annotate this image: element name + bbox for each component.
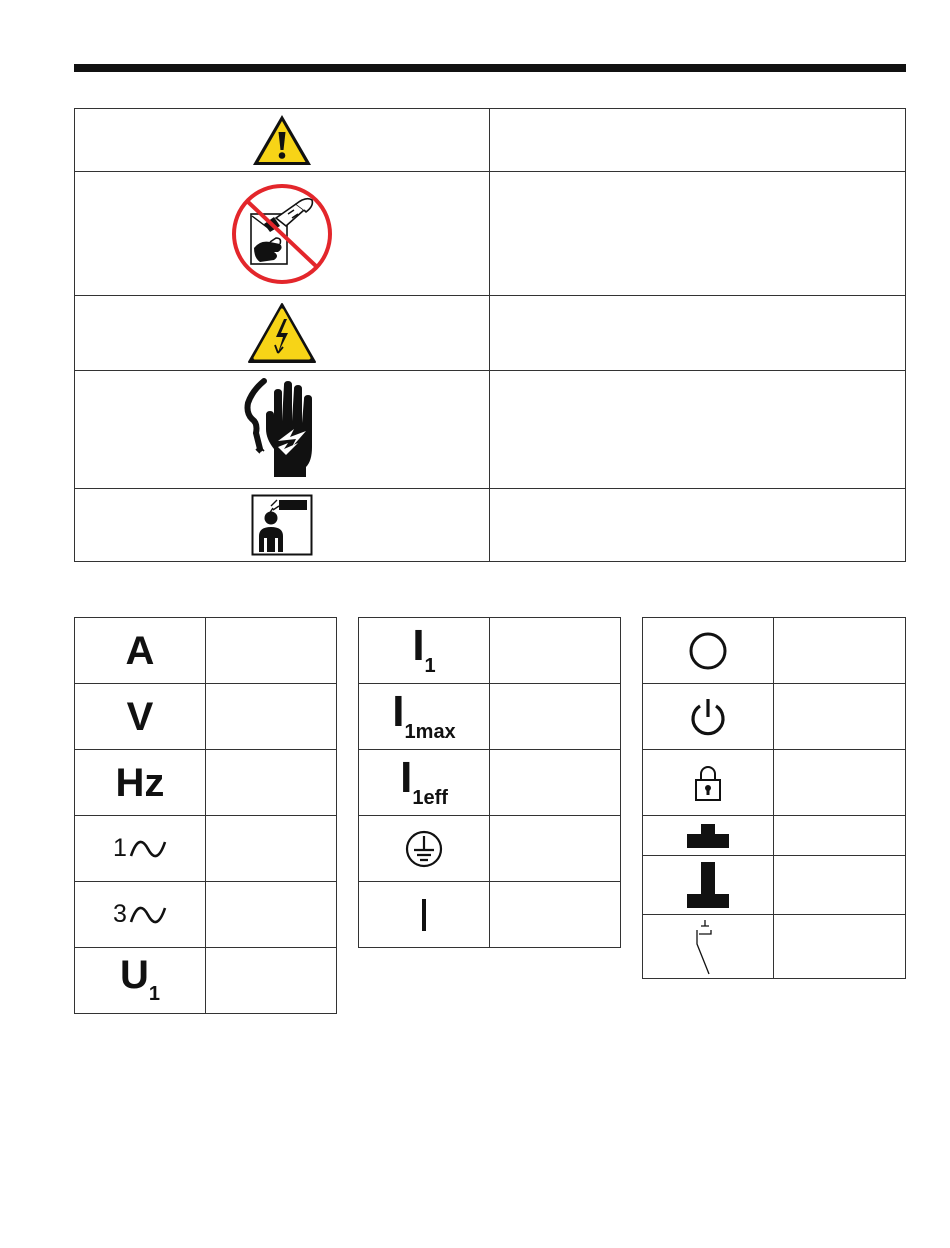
table-row: [75, 618, 337, 684]
table-row: [75, 489, 906, 562]
off-circle-icon: [687, 630, 729, 672]
symbol-cell: [643, 816, 774, 856]
volt-symbol: V: [126, 694, 154, 739]
symbol-cell: [643, 915, 774, 979]
table-row: [75, 816, 337, 882]
three-phase-ac-symbol: [113, 900, 167, 929]
description-cell: [489, 371, 905, 489]
description-cell: [489, 109, 905, 172]
i-subscript: 1: [424, 654, 436, 677]
symbol-cell: [75, 948, 206, 1014]
table-row: [359, 882, 621, 948]
u-subscript: 1: [148, 983, 160, 1005]
hertz-symbol: Hz: [115, 760, 165, 805]
description-cell: [774, 816, 906, 856]
u-letter: U: [119, 953, 149, 997]
ac-sine-wave-icon: [129, 904, 167, 926]
protective-earth-ground-icon: [404, 829, 444, 869]
electrical-hazard-triangle-icon: [246, 301, 318, 365]
warning-symbols-table: [74, 108, 906, 562]
table-row: [643, 618, 906, 684]
i-letter: I: [392, 686, 405, 736]
table-row: [75, 882, 337, 948]
description-cell: [206, 948, 337, 1014]
padlock-icon: [693, 763, 723, 803]
single-phase-ac-symbol: [113, 834, 167, 863]
table-row: [643, 816, 906, 856]
switch-symbols-table: [642, 617, 906, 979]
symbol-cell: [75, 618, 206, 684]
symbol-cell: [75, 750, 206, 816]
ampere-symbol: A: [125, 628, 155, 673]
description-cell: [489, 296, 905, 371]
i1-symbol: [412, 620, 436, 677]
description-cell: [774, 856, 906, 915]
short-pushbutton-icon: [685, 822, 731, 850]
ac-sine-wave-icon: [129, 838, 167, 860]
electric-shock-hand-icon: [234, 377, 330, 483]
symbol-cell: [643, 618, 774, 684]
symbol-cell: [359, 750, 490, 816]
table-row: [75, 684, 337, 750]
i1eff-symbol: [400, 752, 448, 809]
description-cell: [774, 684, 906, 750]
tall-pushbutton-icon: [685, 860, 731, 910]
symbol-cell: [75, 296, 490, 371]
symbol-cell: [359, 816, 490, 882]
description-cell: [774, 915, 906, 979]
table-row: [643, 750, 906, 816]
i-subscript: 1max: [404, 720, 456, 743]
symbol-cell: [643, 684, 774, 750]
description-cell: [206, 816, 337, 882]
symbol-cell: [75, 489, 490, 562]
symbol-cell: [75, 816, 206, 882]
table-row: [359, 816, 621, 882]
symbol-cell: [359, 882, 490, 948]
table-row: [75, 371, 906, 489]
description-cell: [206, 882, 337, 948]
table-row: [75, 172, 906, 296]
symbol-cell: [359, 684, 490, 750]
table-row: [643, 915, 906, 979]
description-cell: [490, 684, 621, 750]
head-hazard-icon: [251, 494, 313, 556]
symbol-cell: [643, 750, 774, 816]
description-cell: [774, 618, 906, 684]
table-row: [359, 618, 621, 684]
symbol-cell: [75, 882, 206, 948]
unit-symbols-table: [74, 617, 337, 1014]
do-not-touch-moving-parts-prohibition-icon: [230, 182, 334, 286]
i-letter: I: [400, 752, 413, 802]
manual-switch-contact-icon: [693, 918, 723, 976]
i1max-symbol: [392, 686, 456, 743]
phase-number: 3: [113, 900, 127, 928]
table-row: [75, 109, 906, 172]
table-row: [643, 684, 906, 750]
on-bar-icon: [419, 897, 429, 933]
description-cell: [490, 618, 621, 684]
description-cell: [206, 750, 337, 816]
description-cell: [489, 489, 905, 562]
table-row: [75, 296, 906, 371]
symbol-cell: [75, 371, 490, 489]
table-row: [643, 856, 906, 915]
symbol-cell: [359, 618, 490, 684]
description-cell: [206, 618, 337, 684]
description-cell: [774, 750, 906, 816]
current-symbols-table: [358, 617, 621, 948]
symbol-cell: [75, 109, 490, 172]
symbol-cell: [643, 856, 774, 915]
symbol-cell: [75, 684, 206, 750]
description-cell: [490, 750, 621, 816]
table-row: [359, 750, 621, 816]
table-row: [359, 684, 621, 750]
description-cell: [489, 172, 905, 296]
u1-symbol: [119, 953, 160, 1005]
top-rule: [74, 64, 906, 72]
power-standby-icon: [687, 696, 729, 738]
phase-number: 1: [113, 834, 127, 862]
description-cell: [206, 684, 337, 750]
table-row: [75, 750, 337, 816]
i-subscript: 1eff: [412, 786, 448, 809]
table-row: [75, 948, 337, 1014]
symbol-cell: [75, 172, 490, 296]
description-cell: [490, 816, 621, 882]
description-cell: [490, 882, 621, 948]
general-warning-triangle-icon: [250, 112, 314, 168]
i-letter: I: [412, 620, 425, 670]
